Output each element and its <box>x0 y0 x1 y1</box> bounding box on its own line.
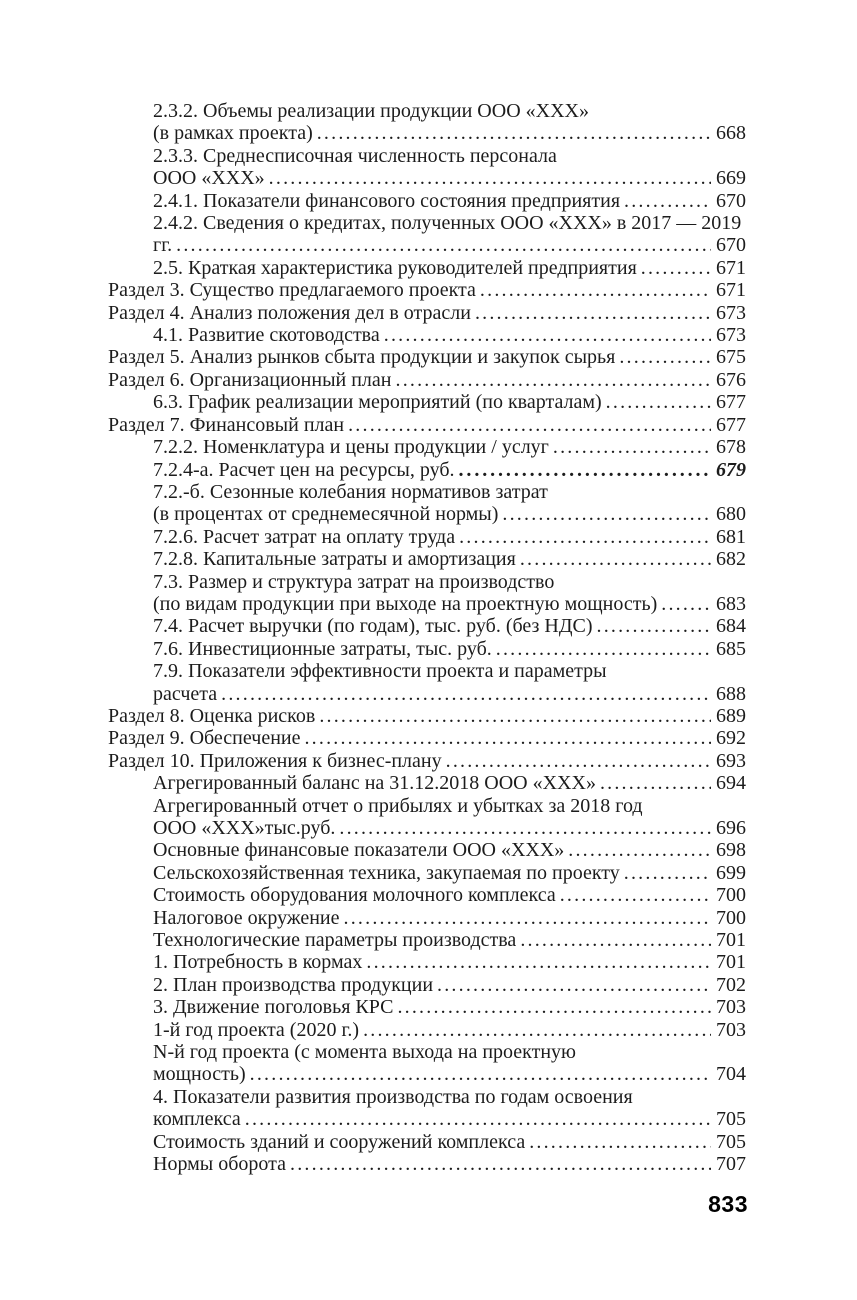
toc-line <box>108 839 746 861</box>
toc-page-number: 707 <box>716 1153 746 1176</box>
toc-line <box>108 257 746 279</box>
toc-page-number: 673 <box>716 301 746 324</box>
toc-line <box>108 526 746 548</box>
toc-line <box>108 974 746 996</box>
toc-line <box>108 750 746 772</box>
toc-page-number: 696 <box>716 817 746 839</box>
toc-line <box>108 615 746 637</box>
toc-line-text: 7.2.-б. Сезонные колебания нормативов затрат <box>153 480 548 503</box>
toc-line-text: 2.3.2. Объемы реализации продукции ООО «ХХХ» <box>153 100 589 122</box>
dot-leader <box>269 167 711 189</box>
footer-page-number: 833 <box>708 1191 748 1217</box>
dot-leader <box>496 638 711 660</box>
toc-line <box>108 100 746 122</box>
dot-leader <box>290 1153 711 1175</box>
toc-line <box>108 1153 746 1175</box>
toc-line-text: Стоимость оборудования молочного комплекса <box>153 884 556 907</box>
toc-page-number: 677 <box>716 413 746 436</box>
toc-line <box>108 907 746 929</box>
dot-leader <box>397 996 711 1018</box>
toc-line-text: Агрегированный отчет о прибылях и убытках за 2018 год <box>153 794 643 817</box>
toc-line-text: 7.2.8. Капитальные затраты и амортизация <box>153 548 516 571</box>
dot-leader <box>446 750 711 772</box>
toc-line <box>108 571 746 593</box>
dot-leader <box>348 414 711 436</box>
dot-leader <box>553 436 711 458</box>
toc-line-text: Налоговое окружение <box>153 906 340 929</box>
toc-page-number: 685 <box>716 637 746 660</box>
toc-line-text: (в рамках проекта) <box>153 122 313 145</box>
toc-line <box>108 436 746 458</box>
toc-line-text: Основные финансовые показатели ООО «ХХХ» <box>153 839 565 862</box>
toc-line <box>108 190 746 212</box>
dot-leader <box>641 257 711 279</box>
toc-line <box>108 302 746 324</box>
toc-line-text: расчета <box>153 682 218 705</box>
toc-line-text: 1. Потребность в кормах <box>153 951 363 974</box>
toc-line-text: Раздел 8. Оценка рисков <box>108 704 316 727</box>
toc-line-text: Раздел 7. Финансовый план <box>108 413 345 436</box>
toc-line-text: комплекса <box>153 1108 241 1131</box>
toc-line-text: 2.5. Краткая характеристика руководителей предприятия <box>153 256 637 279</box>
toc-page-number: 699 <box>716 861 746 884</box>
toc-line <box>108 1063 746 1085</box>
toc-line <box>108 727 746 749</box>
toc-line-text: Сельскохозяйственная техника, закупаемая по проекту <box>153 861 620 884</box>
toc-line <box>108 167 746 189</box>
toc-page-number: 688 <box>716 682 746 705</box>
dot-leader <box>221 683 711 705</box>
dot-leader <box>480 279 711 301</box>
toc-line <box>108 414 746 436</box>
toc-line <box>108 346 746 368</box>
toc-page-number: 683 <box>716 592 746 615</box>
toc-line-text: ООО «ХХХ»тыс.руб. <box>153 817 336 839</box>
toc-line <box>108 817 746 839</box>
toc-line <box>108 459 746 481</box>
toc-page-number: 703 <box>716 996 746 1019</box>
toc-line-text: 1-й год проекта (2020 г.) <box>153 1018 360 1041</box>
dot-leader <box>366 951 711 973</box>
toc-page-number: 677 <box>716 391 746 414</box>
toc-line <box>108 212 746 234</box>
toc-line <box>108 862 746 884</box>
toc-line <box>108 369 746 391</box>
toc-line-text: (в процентах от среднемесячной нормы) <box>153 503 499 526</box>
toc-page-number: 694 <box>716 772 746 795</box>
dot-leader <box>363 1019 711 1041</box>
toc-page-number: 676 <box>716 368 746 391</box>
toc-line <box>108 234 746 256</box>
dot-leader <box>624 190 711 212</box>
toc-line <box>108 279 746 301</box>
toc-page-number: 671 <box>716 256 746 279</box>
toc-page-number: 703 <box>716 1018 746 1041</box>
toc-line-text: 2.3.3. Среднесписочная численность персонала <box>153 144 557 167</box>
toc-line <box>108 145 746 167</box>
dot-leader <box>459 459 711 481</box>
toc-page-number: 673 <box>716 324 746 347</box>
toc-line-text: 2.4.1. Показатели финансового состояния предприятия <box>153 189 621 212</box>
toc-line-text: 7.2.2. Номенклатура и цены продукции / услуг <box>153 436 549 459</box>
dot-leader <box>437 974 711 996</box>
dot-leader <box>319 705 711 727</box>
dot-leader <box>176 234 711 256</box>
dot-leader <box>606 391 711 413</box>
toc-line-text: ООО «ХХХ» <box>153 167 265 190</box>
toc-page-number: 705 <box>716 1130 746 1153</box>
toc-line <box>108 660 746 682</box>
dot-leader <box>529 1131 711 1153</box>
toc-page-number: 692 <box>716 727 746 750</box>
toc-line-text: Агрегированный баланс на 31.12.2018 ООО «ХХХ» <box>153 772 596 795</box>
dot-leader <box>502 503 711 525</box>
toc-line-text: 7.9. Показатели эффективности проекта и параметры <box>153 660 607 683</box>
toc-page-number: 681 <box>716 525 746 548</box>
toc-line <box>108 996 746 1018</box>
dot-leader <box>459 526 711 548</box>
toc-line <box>108 884 746 906</box>
toc-line-text: Раздел 4. Анализ положения дел в отрасли <box>108 301 471 324</box>
toc-page-number: 701 <box>716 929 746 952</box>
toc-line-text: Технологические параметры производства <box>153 929 517 952</box>
toc-line <box>108 951 746 973</box>
toc-page-number: 670 <box>716 189 746 212</box>
dot-leader <box>568 839 711 861</box>
toc-line <box>108 503 746 525</box>
toc-line <box>108 705 746 727</box>
toc-line-text: Раздел 5. Анализ рынков сбыта продукции и закупок сырья <box>108 346 616 369</box>
dot-leader <box>520 929 711 951</box>
toc-line <box>108 548 746 570</box>
toc-line-text: 7.3. Размер и структура затрат на производство <box>153 570 555 593</box>
toc-page-number: 680 <box>716 503 746 526</box>
toc-page-number: 669 <box>716 167 746 190</box>
toc-line <box>108 1019 746 1041</box>
toc-line <box>108 391 746 413</box>
toc-line-text: 7.6. Инвестиционные затраты, тыс. руб. <box>153 637 492 660</box>
toc-line-text: Раздел 6. Организационный план <box>108 368 392 391</box>
toc-line <box>108 324 746 346</box>
toc-page-number: 668 <box>716 122 746 145</box>
toc-line <box>108 593 746 615</box>
toc-line-text: 3. Движение поголовья КРС <box>153 996 394 1019</box>
toc-line-text: Стоимость зданий и сооружений комплекса <box>153 1130 526 1153</box>
toc-line-text: 2. План производства продукции <box>153 973 434 996</box>
toc-line-text: 7.2.6. Расчет затрат на оплату труда <box>153 525 456 548</box>
toc-page-number: 698 <box>716 839 746 862</box>
toc-line-text: 6.3. График реализации мероприятий (по кварталам) <box>153 391 602 414</box>
toc-line <box>108 683 746 705</box>
toc-line <box>108 1041 746 1063</box>
toc-line-text: N-й год проекта (с момента выхода на проектную <box>153 1041 576 1064</box>
toc-line-text: гг. <box>153 234 173 257</box>
dot-leader <box>384 324 711 346</box>
toc-line <box>108 929 746 951</box>
dot-leader <box>600 772 711 794</box>
dot-leader <box>344 907 711 929</box>
toc-page-number: 705 <box>716 1108 746 1131</box>
dot-leader <box>597 615 712 637</box>
toc-page-number: 675 <box>716 346 746 369</box>
dot-leader <box>619 346 711 368</box>
toc-page-number: 704 <box>716 1063 746 1086</box>
table-of-contents <box>108 100 746 1176</box>
toc-line-text: 7.4. Расчет выручки (по годам), тыс. руб. (без НДС) <box>153 615 593 638</box>
toc-line-text: Раздел 10. Приложения к бизнес-плану <box>108 749 442 772</box>
dot-leader <box>560 884 711 906</box>
dot-leader <box>396 369 712 391</box>
toc-page-number: 702 <box>716 973 746 996</box>
dot-leader <box>624 862 711 884</box>
dot-leader <box>304 727 711 749</box>
toc-page-number: 678 <box>716 436 746 459</box>
dot-leader <box>475 302 711 324</box>
toc-line <box>108 795 746 817</box>
toc-line <box>108 638 746 660</box>
toc-page-number: 682 <box>716 548 746 571</box>
toc-page-number: 700 <box>716 906 746 929</box>
toc-page-number: 701 <box>716 951 746 974</box>
toc-page-number: 684 <box>716 615 746 638</box>
toc-line-text: Раздел 9. Обеспечение <box>108 727 301 750</box>
toc-line-text: (по видам продукции при выходе на проектную мощность) <box>153 592 658 615</box>
dot-leader <box>250 1063 711 1085</box>
toc-line-text: мощность) <box>153 1063 246 1086</box>
toc-line-text: Раздел 3. Существо предлагаемого проекта <box>108 279 476 302</box>
toc-page-number: 670 <box>716 234 746 257</box>
dot-leader <box>520 548 711 570</box>
dot-leader <box>339 817 711 839</box>
toc-page-number: 693 <box>716 749 746 772</box>
toc-line <box>108 122 746 144</box>
toc-page-number: 679 <box>716 458 746 481</box>
dot-leader <box>661 593 711 615</box>
toc-page-number: 700 <box>716 884 746 907</box>
toc-line <box>108 772 746 794</box>
toc-line-text: 2.4.2. Сведения о кредитах, полученных ООО «ХХХ» в 2017 — 2019 <box>153 212 742 235</box>
toc-page-number: 671 <box>716 279 746 302</box>
toc-line-text: Нормы оборота <box>153 1153 287 1176</box>
toc-line <box>108 1108 746 1130</box>
toc-page-number: 689 <box>716 704 746 727</box>
toc-line-text: 4.1. Развитие скотоводства <box>153 324 380 347</box>
toc-line <box>108 1131 746 1153</box>
toc-line <box>108 1086 746 1108</box>
dot-leader <box>317 122 711 144</box>
toc-line <box>108 481 746 503</box>
dot-leader <box>245 1108 711 1130</box>
toc-line-text: 7.2.4-а. Расчет цен на ресурсы, руб. <box>153 458 455 481</box>
toc-line-text: 4. Показатели развития производства по годам освоения <box>153 1085 633 1108</box>
